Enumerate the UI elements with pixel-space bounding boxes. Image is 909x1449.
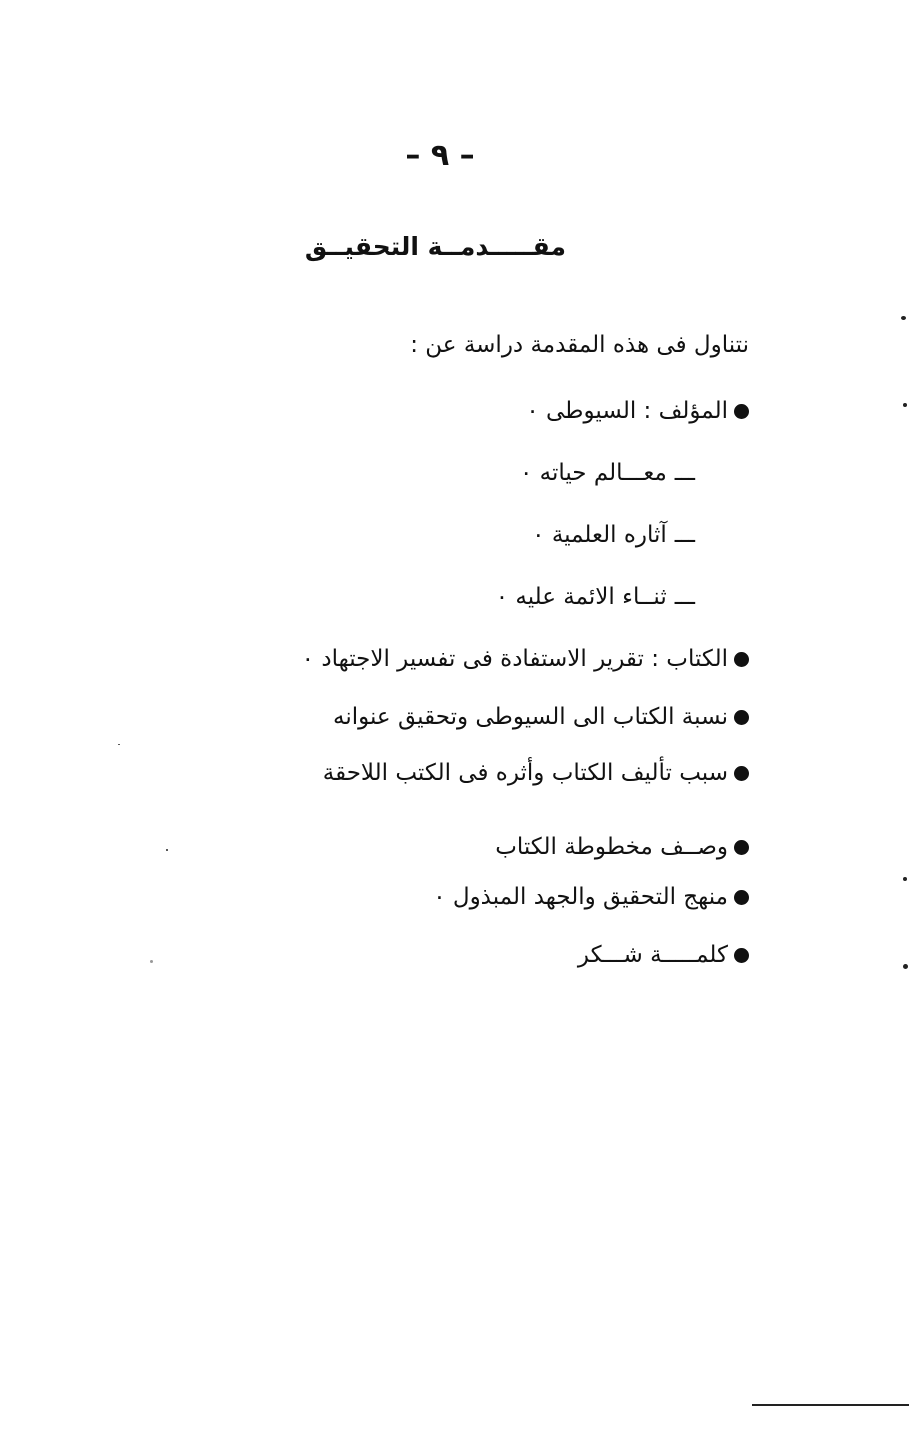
list-item (578, 940, 749, 970)
list-item-text: الكتاب : تقرير الاستفادة فى تفسير الاجتهاد ٠ (301, 646, 728, 672)
dash-marker: ـــ (674, 584, 695, 610)
list-item (532, 520, 695, 550)
list-item (433, 882, 749, 912)
section-heading: مقـــــدمــة التحقيــق (304, 232, 566, 261)
list-item-text: معـــالم حياته ٠ (519, 460, 667, 486)
list-item (495, 832, 749, 862)
list-item (333, 702, 749, 732)
intro-line: نتناول فى هذه المقدمة دراسة عن : (410, 332, 749, 358)
bullet-icon (734, 710, 749, 725)
scan-speck (903, 877, 907, 881)
list-item-text: منهج التحقيق والجهد المبذول ٠ (433, 884, 728, 910)
bullet-icon (734, 840, 749, 855)
scan-speck (901, 316, 906, 320)
scan-speck (166, 849, 168, 851)
list-item (496, 582, 695, 612)
list-item (323, 758, 749, 788)
bullet-icon (734, 948, 749, 963)
bullet-icon (734, 890, 749, 905)
bullet-icon (734, 766, 749, 781)
list-item-text: نسبة الكتاب الى السيوطى وتحقيق عنوانه (332, 704, 728, 730)
list-item-text: كلمـــــة شـــكر (577, 942, 728, 968)
list-item-text: المؤلف : السيوطى ٠ (526, 398, 728, 424)
dash-marker: ـــ (674, 522, 695, 548)
list-item (520, 458, 695, 488)
page-number: – ٩ – (405, 138, 475, 173)
list-item-text: سبب تأليف الكتاب وأثره فى الكتب اللاحقة (322, 760, 728, 786)
dash-marker: ـــ (674, 460, 695, 486)
footnote-rule (752, 1404, 909, 1406)
list-item-text: آثاره العلمية ٠ (532, 522, 667, 548)
bullet-icon (734, 404, 749, 419)
list-item (526, 396, 749, 426)
scan-speck (150, 960, 153, 963)
list-item-text: ثنــاء الائمة عليه ٠ (495, 584, 667, 610)
list-item-text: وصــف مخطوطة الكتاب (495, 834, 728, 860)
scan-speck (903, 403, 907, 407)
list-item (302, 644, 749, 674)
scan-speck (118, 744, 120, 745)
bullet-icon (734, 652, 749, 667)
scan-speck (903, 964, 908, 969)
